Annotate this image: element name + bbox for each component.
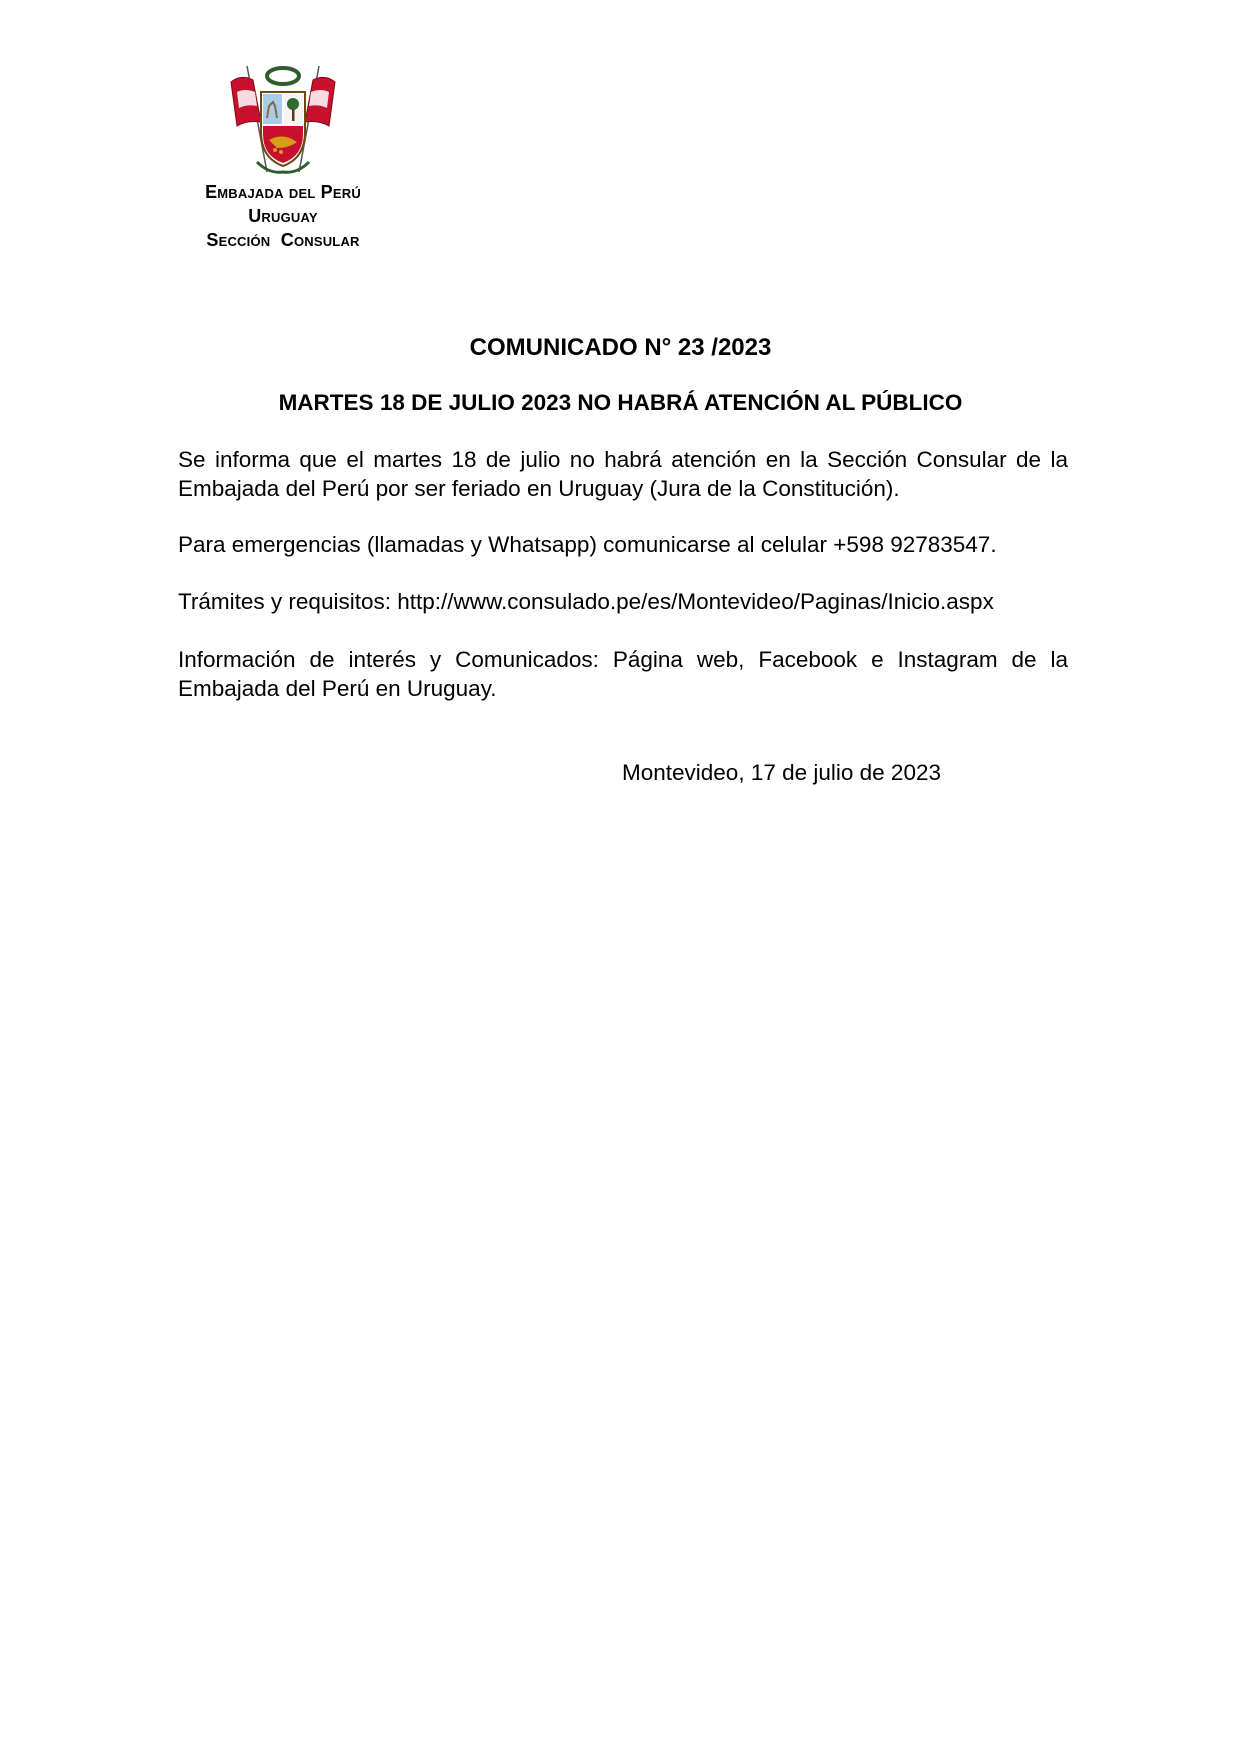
letterhead-section: Sección Consular [206,230,360,250]
document-subtitle: MARTES 18 DE JULIO 2023 NO HABRÁ ATENCIÓN AL PÚBLICO [278,390,963,415]
place-and-date: Montevideo, 17 de julio de 2023 [622,760,941,785]
paragraph-emergency-contact [178,530,1068,559]
paragraph-text: Trámites y requisitos: http://www.consulado.pe/es/Montevideo/Paginas/Inicio.aspx [178,589,994,614]
letterhead-embassy: Embajada del Perú [205,182,361,202]
paragraph-text: Se informa que el martes 18 de julio no habrá atención en la Sección Consular de la Embajada del Perú por ser feriado en Uruguay (Jura de la Constitución). [178,447,1068,501]
letterhead [170,62,396,252]
paragraph-information [178,645,1068,703]
paragraph-text: Información de interés y Comunicados: Página web, Facebook e Instagram de la Embajada del Perú en Uruguay. [178,647,1068,701]
paragraph-closure-notice [178,445,1068,503]
letterhead-country: Uruguay [248,206,318,226]
document-title: COMUNICADO N° 23 /2023 [469,334,772,361]
paragraph-procedures-link [178,587,1068,616]
paragraph-text: Para emergencias (llamadas y Whatsapp) comunicarse al celular +598 92783547. [178,532,997,557]
peru-coat-of-arms-icon [227,62,339,178]
